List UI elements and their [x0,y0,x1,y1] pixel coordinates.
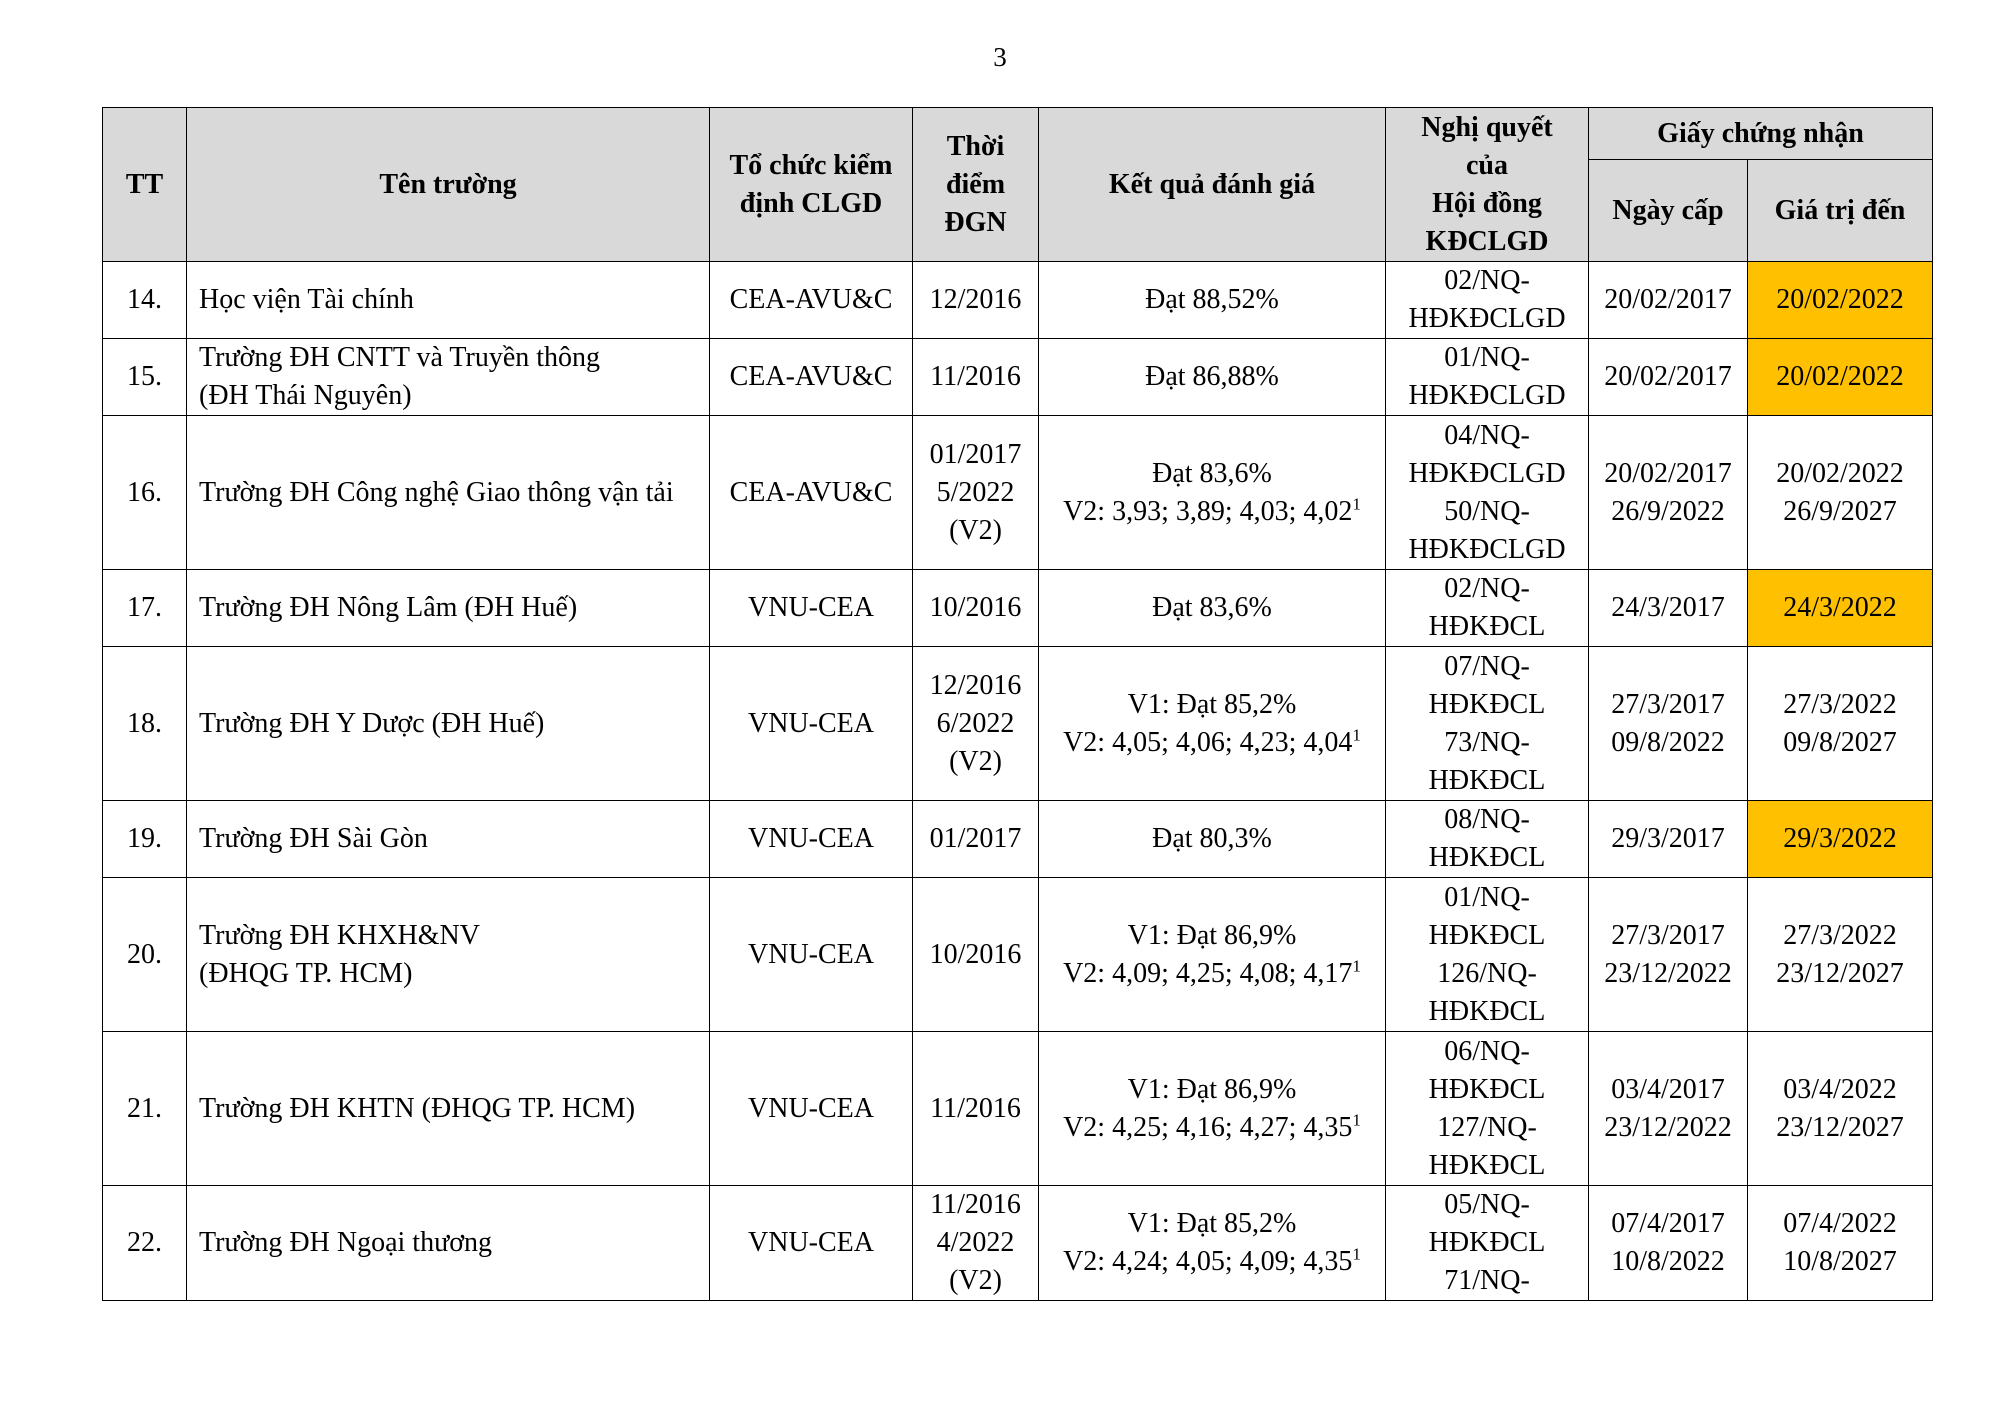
cell-gia-tri-den [1748,878,1933,1032]
cell-line: Học viện Tài chính [199,284,414,315]
cell-line: (ĐHQG TP. HCM) [199,957,413,989]
cell-line: 24/3/2022 [1783,592,1897,623]
header-thoi-diem [913,108,1039,262]
cell-line: HĐKĐCL [1428,688,1546,720]
cell-line: 05/NQ- [1444,1189,1530,1220]
cell-nghi-quyet [1386,339,1589,416]
cell-line: 09/8/2027 [1783,726,1897,758]
cell-thoi-diem [913,647,1039,801]
cell-line: HĐKĐCL [1428,842,1546,873]
cell-line: (V2) [949,1265,1002,1296]
cell-ngay-cap [1589,647,1748,801]
cell-gia-tri-den [1748,339,1933,416]
cell-line: (ĐH Thái Nguyên) [199,380,412,411]
cell-line: 10/2016 [929,938,1022,970]
cell-ngay-cap [1589,570,1748,647]
cell-line: HĐKĐCL [1428,1073,1546,1105]
cell-line: 27/3/2022 [1783,919,1897,951]
cell-tt: 17. [103,570,187,647]
cell-tt: 18. [103,647,187,801]
table-row [103,339,1933,416]
cell-line: 12/2016 [929,284,1022,315]
cell-thoi-diem [913,570,1039,647]
cell-gia-tri-den [1748,570,1933,647]
cell-line: 29/3/2017 [1611,823,1725,854]
cell-to-chuc: CEA-AVU&C [710,262,913,339]
header-line: định CLGD [739,187,883,219]
cell-ten-truong [187,647,710,801]
cell-ket-qua [1039,339,1386,416]
cell-ket-qua [1039,647,1386,801]
cell-to-chuc: CEA-AVU&C [710,339,913,416]
cell-line: 23/12/2027 [1776,957,1904,989]
cell-line: HĐKĐCL [1428,764,1546,796]
cell-line: 5/2022 [936,476,1015,508]
cell-line: 73/NQ- [1444,726,1530,758]
cell-line: HĐKĐCLGD [1408,303,1566,334]
cell-ngay-cap [1589,416,1748,570]
cell-line: 06/NQ- [1444,1035,1530,1067]
cell-line: Đạt 88,52% [1145,284,1279,315]
cell-tt: 15. [103,339,187,416]
cell-tt: 16. [103,416,187,570]
cell-ket-qua [1039,262,1386,339]
header-line: Nghị quyết [1421,111,1553,143]
cell-line: V1: Đạt 86,9% [1127,919,1297,951]
cell-line: Đạt 80,3% [1152,823,1272,854]
cell-gia-tri-den [1748,416,1933,570]
header-ngay-cap: Ngày cấp [1589,160,1748,262]
cell-nghi-quyet [1386,416,1589,570]
cell-to-chuc: VNU-CEA [710,647,913,801]
header-ten-truong: Tên trường [187,108,710,262]
cell-line: 03/4/2017 [1611,1073,1725,1105]
cell-line: 20/02/2017 [1604,457,1732,489]
cell-ten-truong [187,339,710,416]
cell-line: V1: Đạt 85,2% [1127,688,1297,720]
header-tt: TT [103,108,187,262]
cell-ngay-cap [1589,878,1748,1032]
cell-line: 10/2016 [929,592,1022,623]
cell-line: V2: 3,93; 3,89; 4,03; 4,02$^1$ [1063,494,1361,527]
cell-line: HĐKĐCLGD [1408,457,1566,489]
cell-tt: 22. [103,1186,187,1301]
cell-thoi-diem [913,416,1039,570]
cell-line: V2: 4,25; 4,16; 4,27; 4,35$^1$ [1063,1110,1361,1143]
header-giay-chung-nhan: Giấy chứng nhận [1589,108,1933,160]
cell-line: 29/3/2022 [1783,823,1897,854]
cell-line: 20/02/2022 [1776,457,1904,489]
cell-line: 07/NQ- [1444,650,1530,682]
cell-line: V1: Đạt 86,9% [1127,1073,1297,1105]
cell-line: Trường ĐH Nông Lâm (ĐH Huế) [199,592,578,623]
cell-tt: 20. [103,878,187,1032]
cell-line: 07/4/2017 [1611,1208,1725,1239]
cell-line: Trường ĐH KHTN (ĐHQG TP. HCM) [199,1092,636,1124]
cell-line: 02/NQ- [1444,573,1530,604]
cell-line: 23/12/2022 [1604,1111,1732,1143]
cell-line: 24/3/2017 [1611,592,1725,623]
table-row [103,416,1933,570]
header-line: điểm [945,168,1006,200]
cell-line: HĐKĐCL [1428,1227,1546,1258]
cell-line: 12/2016 [929,669,1022,701]
cell-line: 10/8/2022 [1611,1246,1725,1277]
cell-thoi-diem [913,1186,1039,1301]
header-line: của [1466,149,1508,181]
header-line: Tổ chức kiểm [729,149,893,181]
cell-tt: 14. [103,262,187,339]
cell-ngay-cap [1589,801,1748,878]
cell-line: 50/NQ- [1444,495,1530,527]
cell-ngay-cap [1589,1186,1748,1301]
table-body [103,262,1933,1301]
cell-nghi-quyet [1386,570,1589,647]
cell-line: 126/NQ- [1437,957,1537,989]
cell-line: Trường ĐH KHXH&NV [199,919,480,951]
cell-line: Trường ĐH Y Dược (ĐH Huế) [199,707,545,739]
cell-line: V1: Đạt 85,2% [1127,1208,1297,1239]
cell-ngay-cap [1589,339,1748,416]
cell-line: 09/8/2022 [1611,726,1725,758]
cell-line: 04/NQ- [1444,419,1530,451]
cell-line: 20/02/2017 [1604,361,1732,392]
cell-line: 11/2016 [930,1189,1021,1220]
cell-ten-truong [187,801,710,878]
cell-line: Đạt 86,88% [1145,361,1279,392]
table-row [103,878,1933,1032]
cell-ten-truong [187,416,710,570]
cell-ket-qua [1039,1032,1386,1186]
header-nghi-quyet [1386,108,1589,262]
cell-to-chuc: VNU-CEA [710,878,913,1032]
cell-line: 20/02/2022 [1776,284,1904,315]
cell-thoi-diem [913,801,1039,878]
cell-line: 26/9/2027 [1783,495,1897,527]
table-row [103,570,1933,647]
cell-ten-truong [187,1186,710,1301]
cell-gia-tri-den [1748,801,1933,878]
cell-gia-tri-den [1748,1186,1933,1301]
cell-nghi-quyet [1386,262,1589,339]
cell-ket-qua [1039,1186,1386,1301]
cell-gia-tri-den [1748,1032,1933,1186]
cell-nghi-quyet [1386,647,1589,801]
cell-line: 27/3/2022 [1783,688,1897,720]
cell-line: 26/9/2022 [1611,495,1725,527]
cell-ket-qua [1039,878,1386,1032]
cell-gia-tri-den [1748,647,1933,801]
cell-line: 01/2017 [929,438,1022,470]
table-row [103,1186,1933,1301]
cell-line: HĐKĐCLGD [1408,380,1566,411]
footnote-marker: 1 [1352,1110,1361,1130]
cell-to-chuc: VNU-CEA [710,570,913,647]
cell-line: 01/NQ- [1444,342,1530,373]
cell-ten-truong [187,878,710,1032]
cell-to-chuc: VNU-CEA [710,1186,913,1301]
cell-ngay-cap [1589,262,1748,339]
cell-ket-qua [1039,416,1386,570]
cell-line: 10/8/2027 [1783,1246,1897,1277]
accreditation-table [102,107,1933,1301]
table-row [103,801,1933,878]
footnote-marker: 1 [1352,956,1361,976]
cell-line: 27/3/2017 [1611,919,1725,951]
cell-line: 07/4/2022 [1783,1208,1897,1239]
cell-ket-qua [1039,801,1386,878]
cell-line: 03/4/2022 [1783,1073,1897,1105]
cell-line: 11/2016 [930,1092,1021,1124]
cell-line: HĐKĐCL [1428,1149,1546,1181]
cell-ten-truong [187,262,710,339]
cell-tt: 19. [103,801,187,878]
cell-line: 23/12/2027 [1776,1111,1904,1143]
cell-ten-truong [187,570,710,647]
cell-thoi-diem [913,262,1039,339]
table-header [103,108,1933,262]
cell-line: HĐKĐCL [1428,611,1546,642]
cell-line: 11/2016 [930,361,1021,392]
table-row [103,262,1933,339]
cell-line: 20/02/2017 [1604,284,1732,315]
cell-line: 4/2022 [936,1227,1015,1258]
cell-line: 71/NQ- [1444,1265,1530,1296]
table-row [103,647,1933,801]
header-line: KĐCLGD [1425,225,1549,257]
cell-line: HĐKĐCL [1428,919,1546,951]
header-gia-tri-den: Giá trị đến [1748,160,1933,262]
table-row [103,1032,1933,1186]
cell-line: 27/3/2017 [1611,688,1725,720]
footnote-marker: 1 [1352,494,1361,514]
page-number: 3 [993,42,1007,72]
header-to-chuc-kiem-dinh [710,108,913,262]
cell-ten-truong [187,1032,710,1186]
cell-line: Trường ĐH CNTT và Truyền thông [199,342,601,373]
cell-nghi-quyet [1386,801,1589,878]
cell-line: 127/NQ- [1437,1111,1537,1143]
footnote-marker: 1 [1352,725,1361,745]
cell-ket-qua [1039,570,1386,647]
footnote-marker: 1 [1352,1244,1361,1264]
cell-line: Trường ĐH Công nghệ Giao thông vận tải [199,476,674,508]
cell-line: Đạt 83,6% [1152,592,1272,623]
cell-thoi-diem [913,339,1039,416]
cell-to-chuc: CEA-AVU&C [710,416,913,570]
cell-line: HĐKĐCL [1428,995,1546,1027]
cell-to-chuc: VNU-CEA [710,801,913,878]
cell-thoi-diem [913,878,1039,1032]
cell-line: 02/NQ- [1444,265,1530,296]
cell-line: 01/NQ- [1444,881,1530,913]
cell-thoi-diem [913,1032,1039,1186]
cell-line: 6/2022 [936,707,1015,739]
cell-line: 01/2017 [929,823,1022,854]
header-line: Hội đồng [1432,187,1542,219]
cell-tt: 21. [103,1032,187,1186]
cell-line: V2: 4,09; 4,25; 4,08; 4,17$^1$ [1063,956,1361,989]
cell-to-chuc: VNU-CEA [710,1032,913,1186]
cell-gia-tri-den [1748,262,1933,339]
header-line: ĐGN [944,206,1007,238]
cell-nghi-quyet [1386,1186,1589,1301]
header-ket-qua: Kết quả đánh giá [1039,108,1386,262]
cell-line: V2: 4,24; 4,05; 4,09; 4,35$^1$ [1063,1244,1361,1277]
cell-line: 23/12/2022 [1604,957,1732,989]
cell-nghi-quyet [1386,878,1589,1032]
cell-line: 20/02/2022 [1776,361,1904,392]
cell-nghi-quyet [1386,1032,1589,1186]
cell-ngay-cap [1589,1032,1748,1186]
header-line: Thời [946,130,1005,162]
cell-line: V2: 4,05; 4,06; 4,23; 4,04$^1$ [1063,725,1361,758]
cell-line: 08/NQ- [1444,804,1530,835]
cell-line: HĐKĐCLGD [1408,533,1566,565]
cell-line: Trường ĐH Ngoại thương [199,1227,493,1258]
cell-line: (V2) [949,514,1002,546]
cell-line: Đạt 83,6% [1152,457,1272,489]
cell-line: (V2) [949,745,1002,777]
cell-line: Trường ĐH Sài Gòn [199,823,428,854]
